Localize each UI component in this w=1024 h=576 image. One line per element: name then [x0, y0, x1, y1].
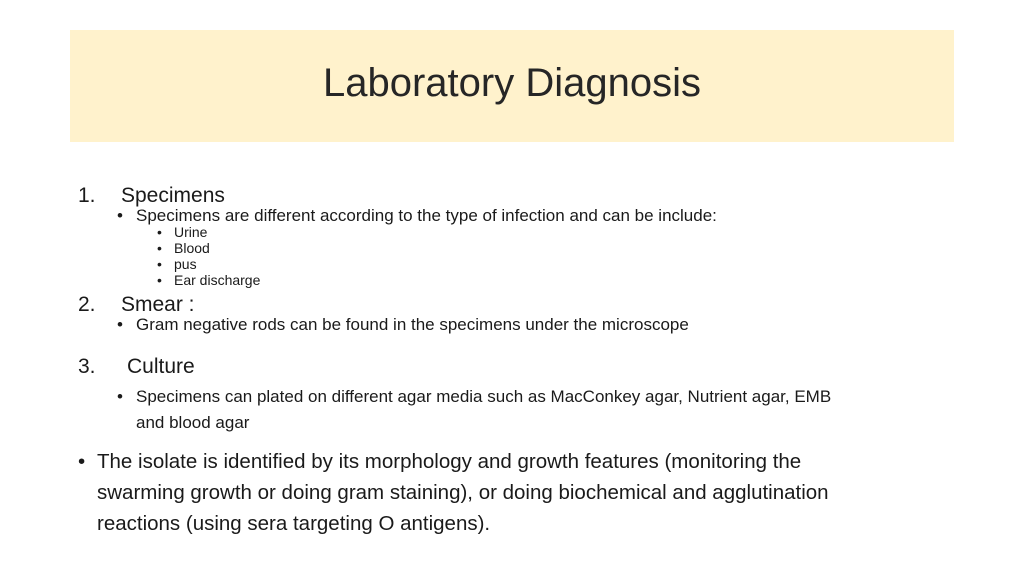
specimen-item-blood: Blood — [174, 240, 210, 256]
section-3-bullet-line2: and blood agar — [136, 413, 250, 432]
final-bullet-line3: reactions (using sera targeting O antigens). — [97, 512, 491, 535]
section-3-number: 3. — [78, 355, 96, 378]
bullet-icon: • — [117, 387, 123, 406]
final-bullet-line1: The isolate is identified by its morphology and growth features (monitoring the — [97, 450, 802, 473]
final-bullet-line2: swarming growth or doing gram staining), or doing biochemical and agglutination — [97, 481, 829, 504]
bullet-icon: • — [117, 206, 123, 225]
title-banner — [70, 30, 954, 142]
section-1-heading: Specimens — [121, 184, 225, 207]
slide-title: Laboratory Diagnosis — [323, 60, 701, 105]
specimen-item-pus: pus — [174, 256, 197, 272]
bullet-icon: • — [157, 224, 162, 240]
section-1-number: 1. — [78, 184, 96, 207]
section-2-heading: Smear : — [121, 293, 195, 316]
specimen-item-ear-discharge: Ear discharge — [174, 272, 261, 288]
bullet-icon: • — [117, 315, 123, 334]
bullet-icon: • — [157, 256, 162, 272]
specimen-item-urine: Urine — [174, 224, 208, 240]
bullet-icon: • — [157, 272, 162, 288]
section-2-bullet: Gram negative rods can be found in the specimens under the microscope — [136, 315, 689, 334]
section-3-heading: Culture — [127, 355, 195, 378]
section-1-bullet: Specimens are different according to the type of infection and can be include: — [136, 206, 717, 225]
section-3-bullet-line1: Specimens can plated on different agar media such as MacConkey agar, Nutrient agar, EMB — [136, 387, 832, 406]
section-2-number: 2. — [78, 293, 96, 316]
bullet-icon: • — [78, 450, 86, 473]
bullet-icon: • — [157, 240, 162, 256]
